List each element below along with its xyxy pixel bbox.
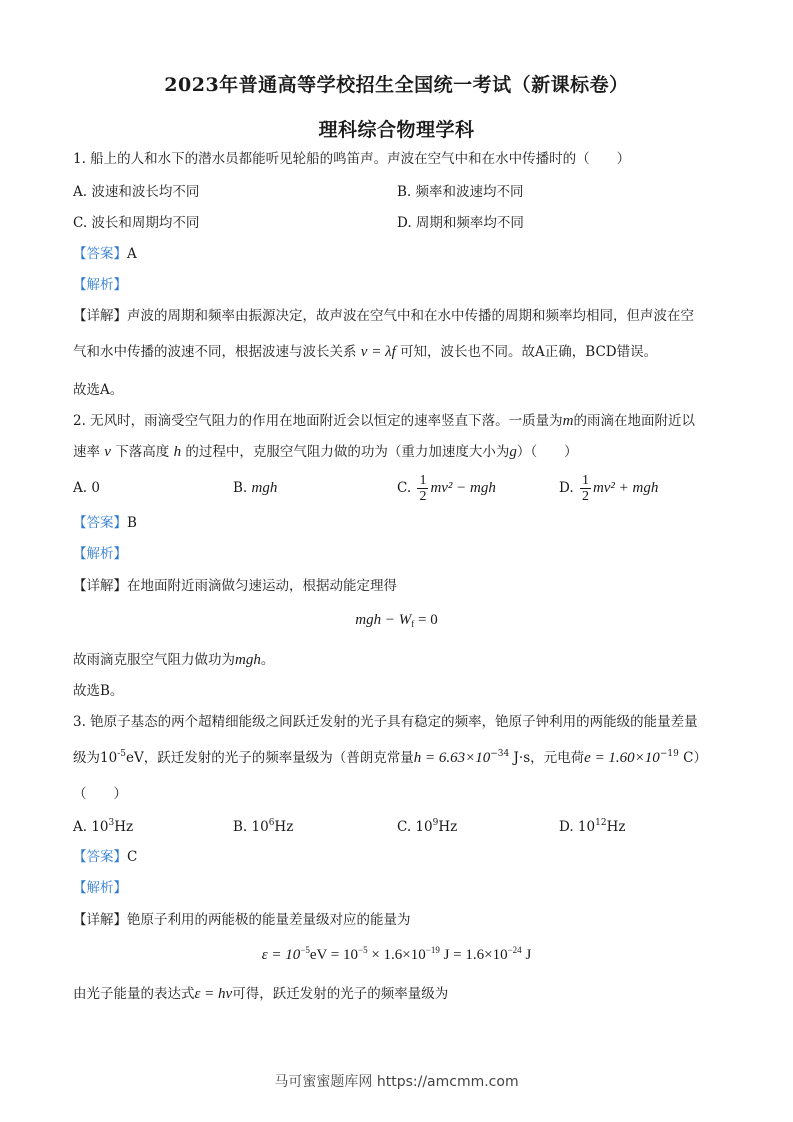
- q2-option-d: [559, 466, 658, 510]
- fraction-denominator: 2: [419, 489, 427, 504]
- q3-option-b-unit: Hz: [274, 819, 294, 835]
- q2-analysis: [73, 545, 127, 563]
- q3-stem-3: （ ）: [73, 786, 127, 802]
- q2-option-c-label: C.: [397, 480, 412, 496]
- q1-analysis: [73, 276, 127, 294]
- q2-var-g: g: [509, 444, 517, 460]
- q1-formula: v = λf: [360, 344, 396, 360]
- q3-eq-part-4: J = 1.6×10: [439, 947, 508, 963]
- footer-watermark: 马可蜜蜜题库网 https://amcmm.com: [274, 1074, 519, 1090]
- q1-option-a: A. 波速和波长均不同: [73, 184, 200, 200]
- q3-planck: h = 6.63×10: [413, 750, 491, 766]
- q3-option-a-unit: Hz: [114, 819, 134, 835]
- q2-after-end: 。: [260, 652, 275, 668]
- q3-detail: [73, 911, 411, 929]
- q3-last: [73, 985, 448, 1003]
- q2-option-d-fraction: [580, 473, 591, 504]
- q2-equation-tail: = 0: [414, 612, 438, 628]
- detail-label: 【详解】: [73, 308, 127, 324]
- q1-detail-text-1: 声波的周期和频率由振源决定，故声波在空气中和在水中传播的周期和频率均相同，但声波在空: [127, 308, 694, 324]
- q2-after-expr: mgh: [235, 652, 261, 668]
- q2-stem-2b: 下落高度: [115, 444, 170, 460]
- q2-option-c-expr: mv² − mgh: [430, 480, 496, 496]
- q3-charge: e = 1.60×10: [584, 750, 660, 766]
- q2-stem-2a: 速率: [73, 444, 100, 460]
- detail-label: 【详解】: [73, 578, 127, 594]
- q3-option-b-base: B. 10: [233, 819, 269, 835]
- q3-option-b: [233, 818, 293, 836]
- answer-label: 【答案】: [73, 515, 127, 531]
- q2-stem-2: [73, 443, 578, 461]
- q1-answer: [73, 245, 137, 263]
- q3-option-d-base: D. 10: [559, 819, 596, 835]
- q2-after-text: 故雨滴克服空气阻力做功为: [73, 652, 235, 668]
- q1-option-b: B. 频率和波速均不同: [397, 184, 524, 200]
- q1-detail-text-2a: 气和水中传播的波速不同，根据波速与波长关系: [73, 344, 357, 360]
- q3-eq-part-5: J: [521, 947, 532, 963]
- q2-stem-1b: 的雨滴在地面附近以: [573, 413, 696, 429]
- q2-option-c: [397, 466, 496, 510]
- q1-detail-text-2b: 可知，波长也不同。故A正确，BCD错误。: [400, 344, 658, 360]
- q3-eq-exp-1: −5: [300, 945, 310, 955]
- q3-option-a-base: A. 10: [73, 819, 109, 835]
- q2-option-b-label: B.: [233, 480, 248, 496]
- q2-conclusion: 故选B。: [73, 683, 124, 699]
- q1-stem: 1. 船上的人和水下的潜水员都能听见轮船的鸣笛声。声波在空气中和在水中传播时的（ ）: [73, 151, 631, 167]
- q2-equation-main: mgh − W: [355, 612, 412, 628]
- q3-stem-2c: ，元电荷: [530, 750, 585, 766]
- answer-label: 【答案】: [73, 849, 127, 865]
- q2-option-b-expr: mgh: [251, 480, 278, 496]
- q2-stem-2c: 的过程中，克服空气阻力做的功为（重力加速度大小为: [185, 444, 510, 460]
- q1-detail-2: [73, 343, 657, 361]
- q3-planck-unit: J·s: [509, 750, 531, 766]
- q3-answer: [73, 848, 137, 866]
- q3-stem-2b: eV，跃迁发射的光子的频率量级为（普朗克常量: [125, 750, 414, 766]
- q3-charge-unit: C: [678, 750, 694, 766]
- q2-option-a: A. 0: [73, 480, 100, 496]
- q3-option-c: [397, 818, 457, 836]
- q2-answer: [73, 514, 137, 532]
- q3-stem-2d: ）: [693, 750, 707, 766]
- q2-answer-value: B: [127, 515, 137, 531]
- q3-eq-exp-2: −5: [358, 945, 368, 955]
- q3-planck-exp: −34: [490, 749, 510, 759]
- q3-option-c-base: C. 10: [397, 819, 433, 835]
- q2-option-d-label: D.: [559, 480, 574, 496]
- q2-after: [73, 651, 274, 669]
- q3-last-expr: ε = hν: [194, 986, 233, 1002]
- q3-answer-value: C: [127, 849, 138, 865]
- analysis-label: 【解析】: [73, 546, 127, 562]
- q3-option-b-exp: 6: [268, 818, 275, 828]
- exam-subtitle: 理科综合物理学科: [318, 119, 475, 141]
- q3-option-a: [73, 818, 133, 836]
- analysis-label: 【解析】: [73, 277, 127, 293]
- q3-option-c-unit: Hz: [438, 819, 458, 835]
- q2-option-b: [233, 479, 277, 497]
- fraction-numerator: 1: [581, 473, 589, 488]
- fraction-numerator: 1: [419, 473, 427, 488]
- q3-analysis: [73, 879, 127, 897]
- q2-detail-text: 在地面附近雨滴做匀速运动，根据动能定理得: [127, 578, 397, 594]
- q3-detail-text: 铯原子利用的两能极的能量差量级对应的能量为: [127, 912, 411, 928]
- q3-eq-part-3: × 1.6×10: [367, 947, 426, 963]
- q2-var-h: h: [173, 444, 182, 460]
- q1-detail-1: [73, 307, 694, 325]
- q1-option-c: C. 波长和周期均不同: [73, 215, 200, 231]
- q1-option-d: D. 周期和频率均不同: [397, 215, 524, 231]
- q3-charge-exp: −19: [659, 749, 679, 759]
- q3-stem-2a: 级为10: [73, 750, 118, 766]
- q2-option-c-fraction: [417, 473, 428, 504]
- fraction-denominator: 2: [581, 489, 589, 504]
- q2-equation: [0, 612, 793, 629]
- q2-stem-1: [73, 412, 695, 430]
- exam-title: 2023年普通高等学校招生全国统一考试（新课标卷）: [164, 74, 629, 96]
- q2-stem-1a: 2. 无风时，雨滴受空气阻力的作用在地面附近会以恒定的速率竖直下落。一质量为: [73, 413, 563, 429]
- q3-option-a-exp: 3: [108, 818, 115, 828]
- q3-option-d-unit: Hz: [606, 819, 626, 835]
- q1-answer-value: A: [127, 246, 137, 262]
- q3-equation: [0, 947, 793, 964]
- q2-detail: [73, 577, 397, 595]
- q2-option-d-expr: mv² + mgh: [592, 480, 659, 496]
- q3-stem-2-exp: -5: [117, 749, 126, 759]
- q2-var-m: m: [562, 413, 574, 429]
- q3-last-text-a: 由光子能量的表达式: [73, 986, 195, 1002]
- q3-eq-exp-4: −24: [507, 945, 522, 955]
- q1-conclusion: 故选A。: [73, 382, 124, 398]
- answer-label: 【答案】: [73, 246, 127, 262]
- q3-eq-exp-3: −19: [425, 945, 440, 955]
- q3-option-d-exp: 12: [595, 818, 607, 828]
- q2-equation-sub: f: [411, 619, 415, 629]
- q2-var-v: v: [104, 444, 111, 460]
- detail-label: 【详解】: [73, 912, 127, 928]
- q2-stem-2d: ）（ ）: [516, 444, 578, 460]
- analysis-label: 【解析】: [73, 880, 127, 896]
- q3-stem-2: [73, 749, 707, 767]
- q3-eq-part-1: ε = 10: [261, 947, 301, 963]
- q3-eq-part-2: eV = 10: [309, 947, 359, 963]
- q3-option-d: [559, 818, 625, 836]
- q3-option-c-exp: 9: [432, 818, 439, 828]
- q3-last-text-b: 可得，跃迁发射的光子的频率量级为: [232, 986, 449, 1002]
- q3-stem-1: 3. 铯原子基态的两个超精细能级之间跃迁发射的光子具有稳定的频率，铯原子钟利用的两能级的能量差量: [73, 714, 698, 730]
